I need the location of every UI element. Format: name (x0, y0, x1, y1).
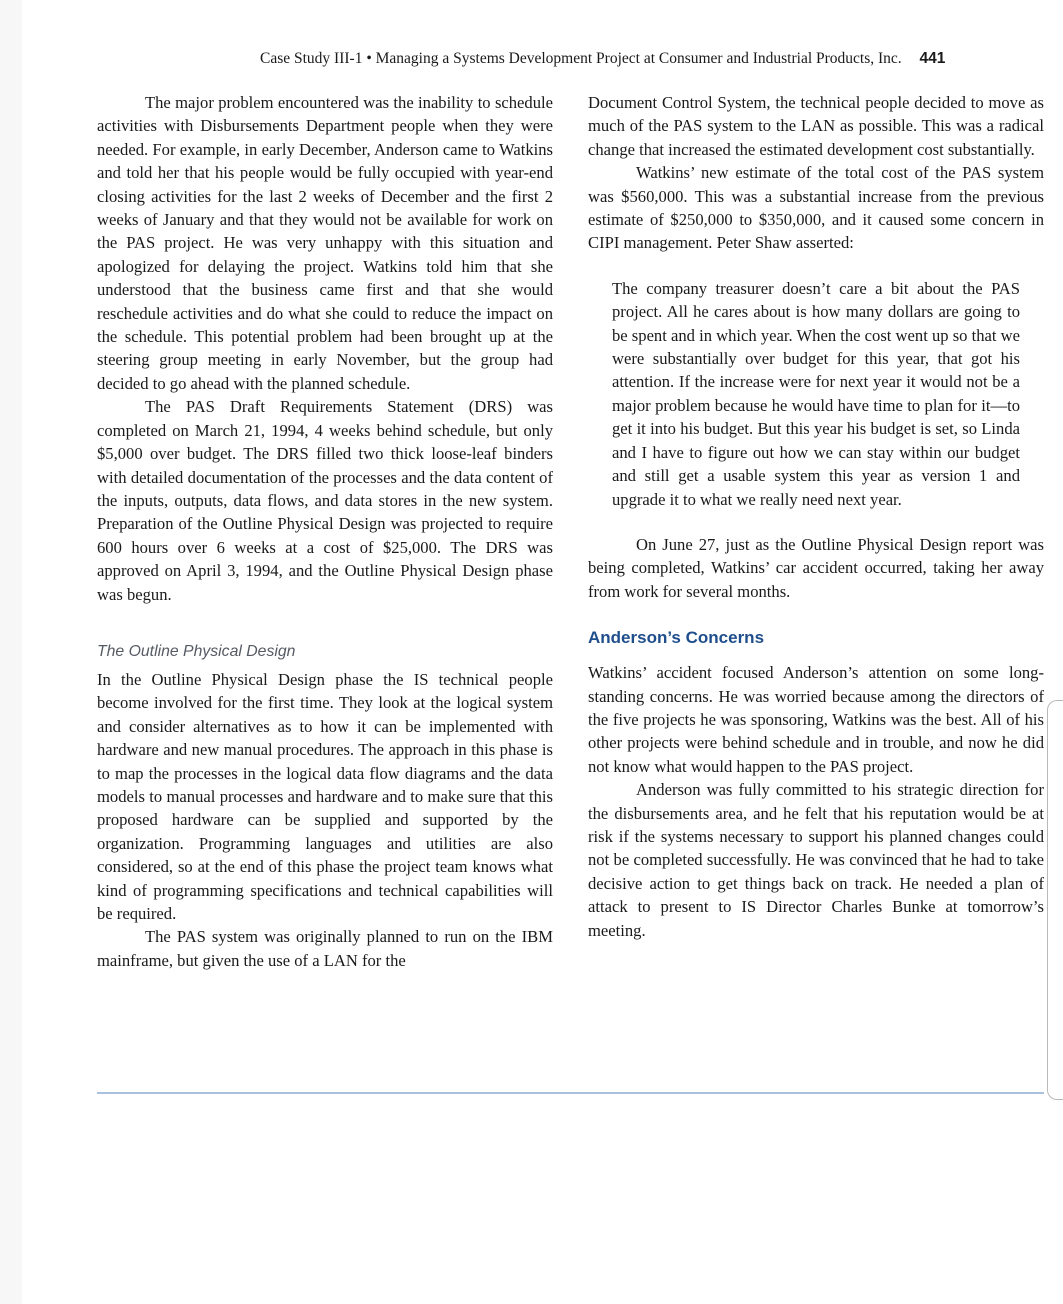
running-header (260, 50, 1050, 68)
left-column (97, 91, 553, 972)
section-heading-outline-physical-design: The Outline Physical Design (97, 642, 296, 660)
page-edge-shadow (0, 0, 22, 1304)
right-paragraph-2: Watkins’ new estimate of the total cost of the PAS system was $560,000. This was a substantial increase from the previous estimate of $250,000 to $350,000, and it caused some concern in CIPI management. Peter Shaw asserted: (588, 163, 1044, 253)
right-column (588, 91, 1044, 942)
right-paragraph-3: On June 27, just as the Outline Physical Design report was being completed, Watkins’ car accident occurred, taking her away from work for several months. (588, 534, 1044, 601)
footer-rule (97, 1092, 1044, 1094)
page-curl-edge (1047, 700, 1063, 1100)
left-paragraph-1: The major problem encountered was the inability to schedule activities with Disbursements Department people when they were needed. For example, in early December, Anderson came to Watkins and told her that his people would be fully occupied with year-end closing activities for the last 2 weeks of December and the first 2 weeks of January and that they would not be available for work on the PAS project. He was very unhappy with this situation and apologized for delaying the project. Watkins told him that she understood that the business came first and that she would reschedule activities and do what she could to reduce the impact on the schedule. This potential problem had been brought up at the steering group meeting in early November, but the group had decided to go ahead with the planned schedule. (97, 93, 553, 393)
left-paragraph-2: The PAS Draft Requirements Statement (DRS) was completed on March 21, 1994, 4 weeks behind schedule, but only $5,000 over budget. The DRS filled two thick loose-leaf binders with detailed documentation of the processes and the data content of the inputs, outputs, data flows, and data stores in the new system. Preparation of the Outline Physical Design was projected to require 600 hours over 6 weeks at a cost of $25,000. The DRS was approved on April 3, 1994, and the Outline Physical Design phase was begun. (97, 397, 553, 604)
left-paragraph-3: In the Outline Physical Design phase the IS technical people become involved for the first time. They look at the logical system and consider alternatives as to how it can be implemented with hardware and new manual procedures. The approach in this phase is to map the processes in the logical data flow diagrams and the data models to manual processes and hardware and to make sure that this proposed hardware can be supplied and supported by the organization. Programming languages and utilities are also considered, so at the end of this phase the project team knows what kind of programming specifications and technical capabilities will be required. (97, 669, 553, 923)
running-title: Case Study III-1 • Managing a Systems Development Project at Consumer and Industrial Products, Inc. (260, 50, 902, 67)
left-paragraph-4: The PAS system was originally planned to run on the IBM mainframe, but given the use of a LAN for the (97, 927, 553, 970)
block-quote: The company treasurer doesn’t care a bit about the PAS project. All he cares about is how many dollars are going to be spent and in which year. When the cost went up so that we were substantially over budget for this year, that got his attention. If the increase were for next year it would not be a major problem because he would have time to plan for it—to get it into his budget. But this year his budget is set, so Linda and I have to figure out how we can stay within our budget and still get a usable system this year as version 1 and upgrade it to what we really need next year. (612, 278, 1020, 509)
section-heading-andersons-concerns: Anderson’s Concerns (588, 628, 765, 648)
right-paragraph-1: Document Control System, the technical people decided to move as much of the PAS system to the LAN as possible. This was a radical change that increased the estimated development cost substantially. (588, 93, 1044, 159)
right-paragraph-4: Watkins’ accident focused Anderson’s attention on some long-standing concerns. He was worried because among the directors of the five projects he was sponsoring, Watkins was the best. All of his other projects were behind schedule and in trouble, and now he did not know what would happen to the PAS project. (588, 663, 1044, 776)
right-paragraph-5: Anderson was fully committed to his strategic direction for the disbursements area, and he felt that his reputation would be at risk if the systems necessary to support his planned changes could not be completed successfully. He was convinced that he had to take decisive action to get things back on track. He needed a plan of attack to present to IS Director Charles Bunke at tomorrow’s meeting. (588, 780, 1044, 940)
page-number: 441 (919, 50, 946, 67)
